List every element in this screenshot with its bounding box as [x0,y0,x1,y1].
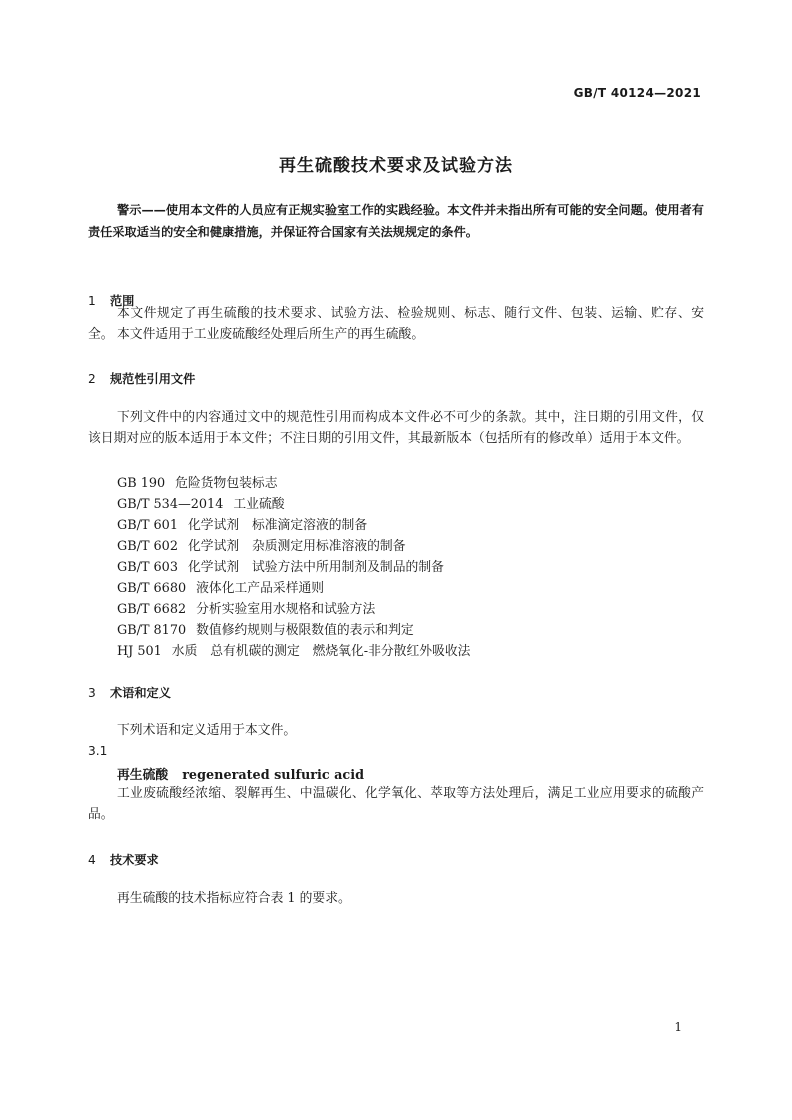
reference-item: GB/T 602 化学试剂 杂质测定用标准溶液的制备 [117,539,406,554]
reference-item: HJ 501 水质 总有机碳的测定 燃烧氧化-非分散红外吸收法 [117,644,471,659]
reference-item: GB/T 8170 数值修约规则与极限数值的表示和判定 [117,623,414,638]
terms-intro: 下列术语和定义适用于本文件。 [117,723,297,738]
section-number: 1 [88,294,96,308]
section-title: 技术要求 [110,853,159,867]
section-number: 2 [88,372,96,386]
section-title: 术语和定义 [110,686,171,700]
document-title: 再生硫酸技术要求及试验方法 [279,156,513,176]
term-number: 3.1 [88,744,108,758]
safety-warning: 警示——使用本文件的人员应有正规实验室工作的实践经验。本文件并未指出所有可能的安全问题。使用者有责任采取适当的安全和健康措施，并保证符合国家有关法规规定的条件。 [88,203,704,239]
scope-paragraph: 本文件适用于工业废硫酸经处理后所生产的再生硫酸。 [117,327,425,342]
scope-paragraph: 本文件规定了再生硫酸的技术要求、试验方法、检验规则、标志、随行文件、包装、运输、贮存、安全。 [88,306,704,342]
section-title: 范围 [110,294,135,308]
section-heading-terms [88,684,171,701]
reference-item: GB 190 危险货物包装标志 [117,476,278,491]
reference-item: GB/T 603 化学试剂 试验方法中所用制剂及制品的制备 [117,560,444,575]
term-definition: 工业废硫酸经浓缩、裂解再生、中温碳化、化学氧化、萃取等方法处理后，满足工业应用要求的硫酸产品。 [88,786,704,822]
reference-item: GB/T 6682 分析实验室用水规格和试验方法 [117,602,376,617]
standard-code: GB/T 40124—2021 [573,86,701,100]
section-number: 3 [88,686,96,700]
term-zh: 再生硫酸 [117,768,169,783]
section-number: 4 [88,853,96,867]
reference-item: GB/T 534—2014 工业硫酸 [117,497,285,512]
page-number: 1 [674,1020,682,1034]
term-entry [117,764,364,783]
term-en: regenerated sulfuric acid [182,768,365,783]
tech-req-paragraph: 再生硫酸的技术指标应符合表 1 的要求。 [117,891,351,906]
section-heading-normative-refs [88,370,195,387]
section-title: 规范性引用文件 [110,372,196,386]
section-heading-tech-req [88,851,159,868]
normative-refs-intro: 下列文件中的内容通过文中的规范性引用而构成本文件必不可少的条款。其中，注日期的引用文件，仅该日期对应的版本适用于本文件；不注日期的引用文件，其最新版本（包括所有的修改单）适用于本文件。 [88,410,704,446]
reference-item: GB/T 6680 液体化工产品采样通则 [117,581,325,596]
reference-item: GB/T 601 化学试剂 标准滴定溶液的制备 [117,518,368,533]
